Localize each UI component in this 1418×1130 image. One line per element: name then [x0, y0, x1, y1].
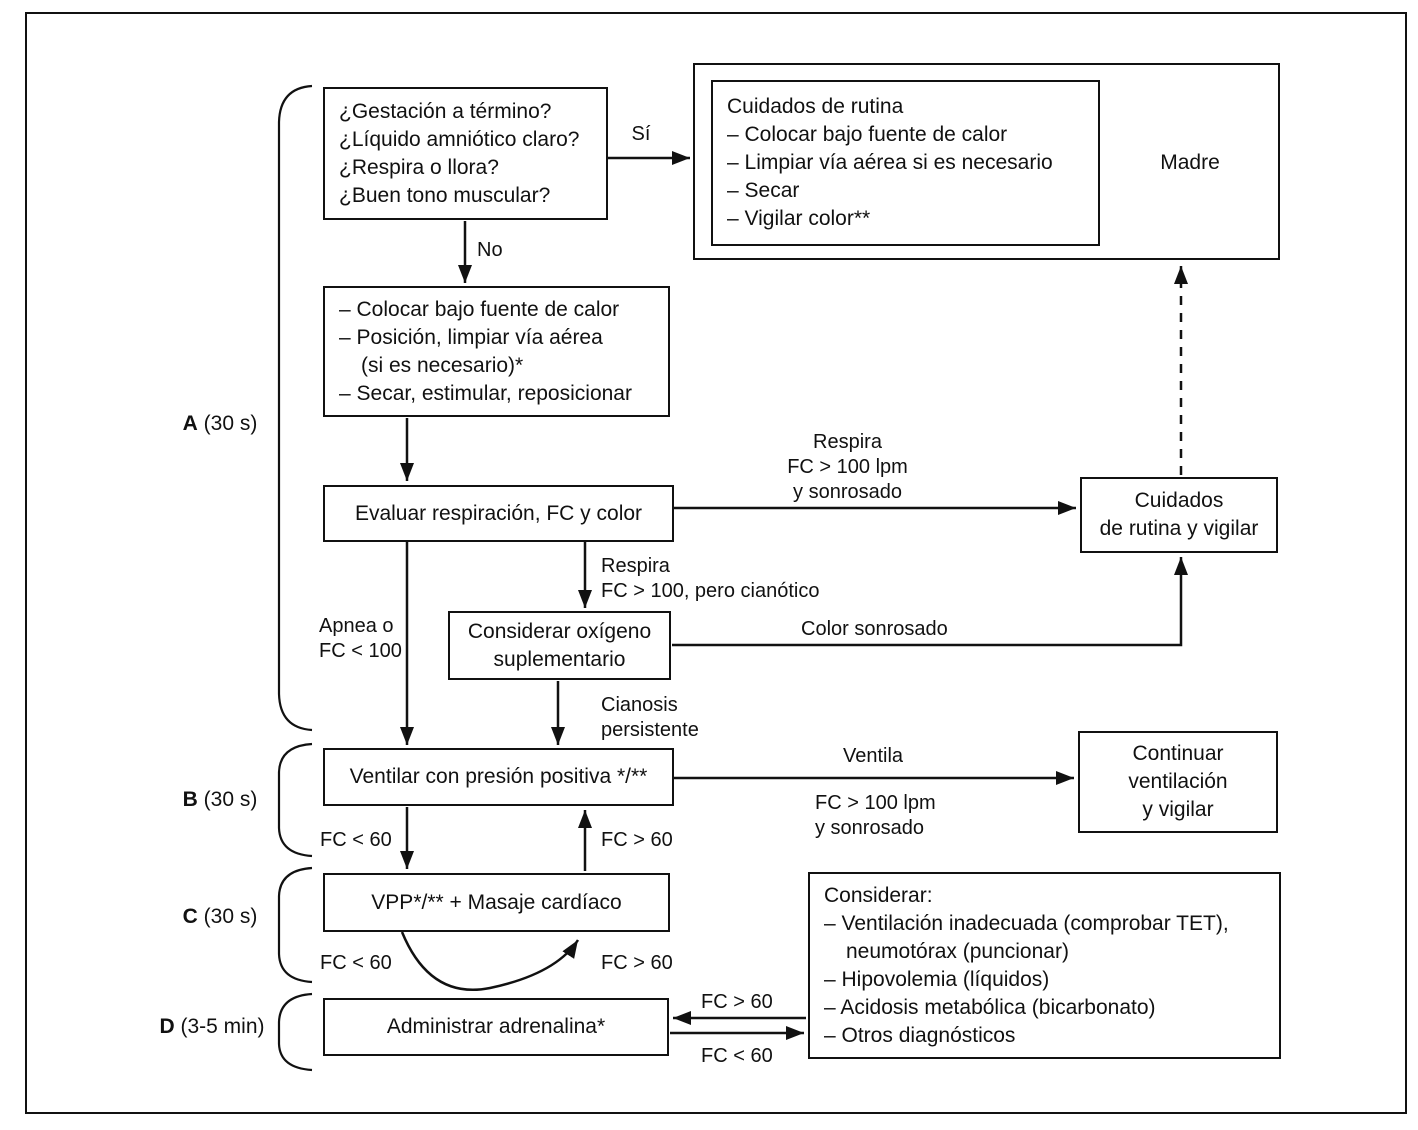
phase-b-label: B (30 s) — [182, 788, 258, 811]
madre-label: Madre — [1160, 151, 1220, 174]
node-initial-steps: – Colocar bajo fuente de calor – Posición, limpiar vía aérea (si es necesario)* – Secar, estimular, reposicionar — [323, 286, 670, 417]
edge-label-respira-rosado: Respira FC > 100 lpm y sonrosado — [787, 431, 908, 503]
edge-label-si: Sí — [631, 123, 651, 145]
edge-label-cianosis: Cianosis persistente — [601, 694, 699, 741]
edge-label-b-fc-lt60: FC < 60 — [320, 829, 392, 851]
node-consider: Considerar: – Ventilación inadecuada (comprobar TET), neumotórax (puncionar) – Hipovolemia (líquidos) – Acidosis metabólica (bicarbonato) – Otros diagnósticos — [808, 872, 1281, 1059]
edge-label-d-fc-lt60: FC < 60 — [701, 1045, 773, 1067]
node-evaluate: Evaluar respiración, FC y color — [323, 485, 674, 542]
edge-label-c-fc-lt60: FC < 60 — [320, 952, 392, 974]
node-continue-ventilation: Continuar ventilación y vigilar — [1078, 731, 1278, 833]
node-routine-care: Cuidados de rutina – Colocar bajo fuente de calor – Limpiar vía aérea si es necesario – Secar – Vigilar color** — [711, 80, 1100, 246]
node-routine-monitor: Cuidados de rutina y vigilar — [1080, 477, 1278, 553]
edge-label-respira-cianotico: Respira FC > 100, pero cianótico — [601, 555, 820, 602]
phase-c-label: C (30 s) — [182, 905, 258, 928]
edge-label-d-fc-gt60: FC > 60 — [701, 991, 773, 1013]
edge-label-apnea: Apnea o FC < 100 — [319, 615, 402, 662]
node-oxygen: Considerar oxígeno suplementario — [448, 611, 671, 680]
edge-label-ventila: Ventila — [842, 745, 904, 767]
node-adrenaline: Administrar adrenalina* — [323, 998, 669, 1056]
node-ventilate: Ventilar con presión positiva */** — [323, 748, 674, 806]
phase-a-label: A (30 s) — [182, 412, 258, 435]
edge-label-c-fc-gt60: FC > 60 — [601, 952, 673, 974]
node-initial-questions: ¿Gestación a término? ¿Líquido amniótico claro? ¿Respira o llora? ¿Buen tono muscular? — [323, 87, 608, 220]
edge-label-b-fc-gt60: FC > 60 — [601, 829, 673, 851]
node-vpp-massage: VPP*/** + Masaje cardíaco — [323, 873, 670, 932]
edge-label-no: No — [477, 239, 503, 261]
edge-label-fc100-sonrosado: FC > 100 lpm y sonrosado — [815, 792, 936, 839]
phase-d-label: D (3-5 min) — [159, 1015, 265, 1038]
edge-label-color-sonrosado: Color sonrosado — [801, 618, 948, 640]
